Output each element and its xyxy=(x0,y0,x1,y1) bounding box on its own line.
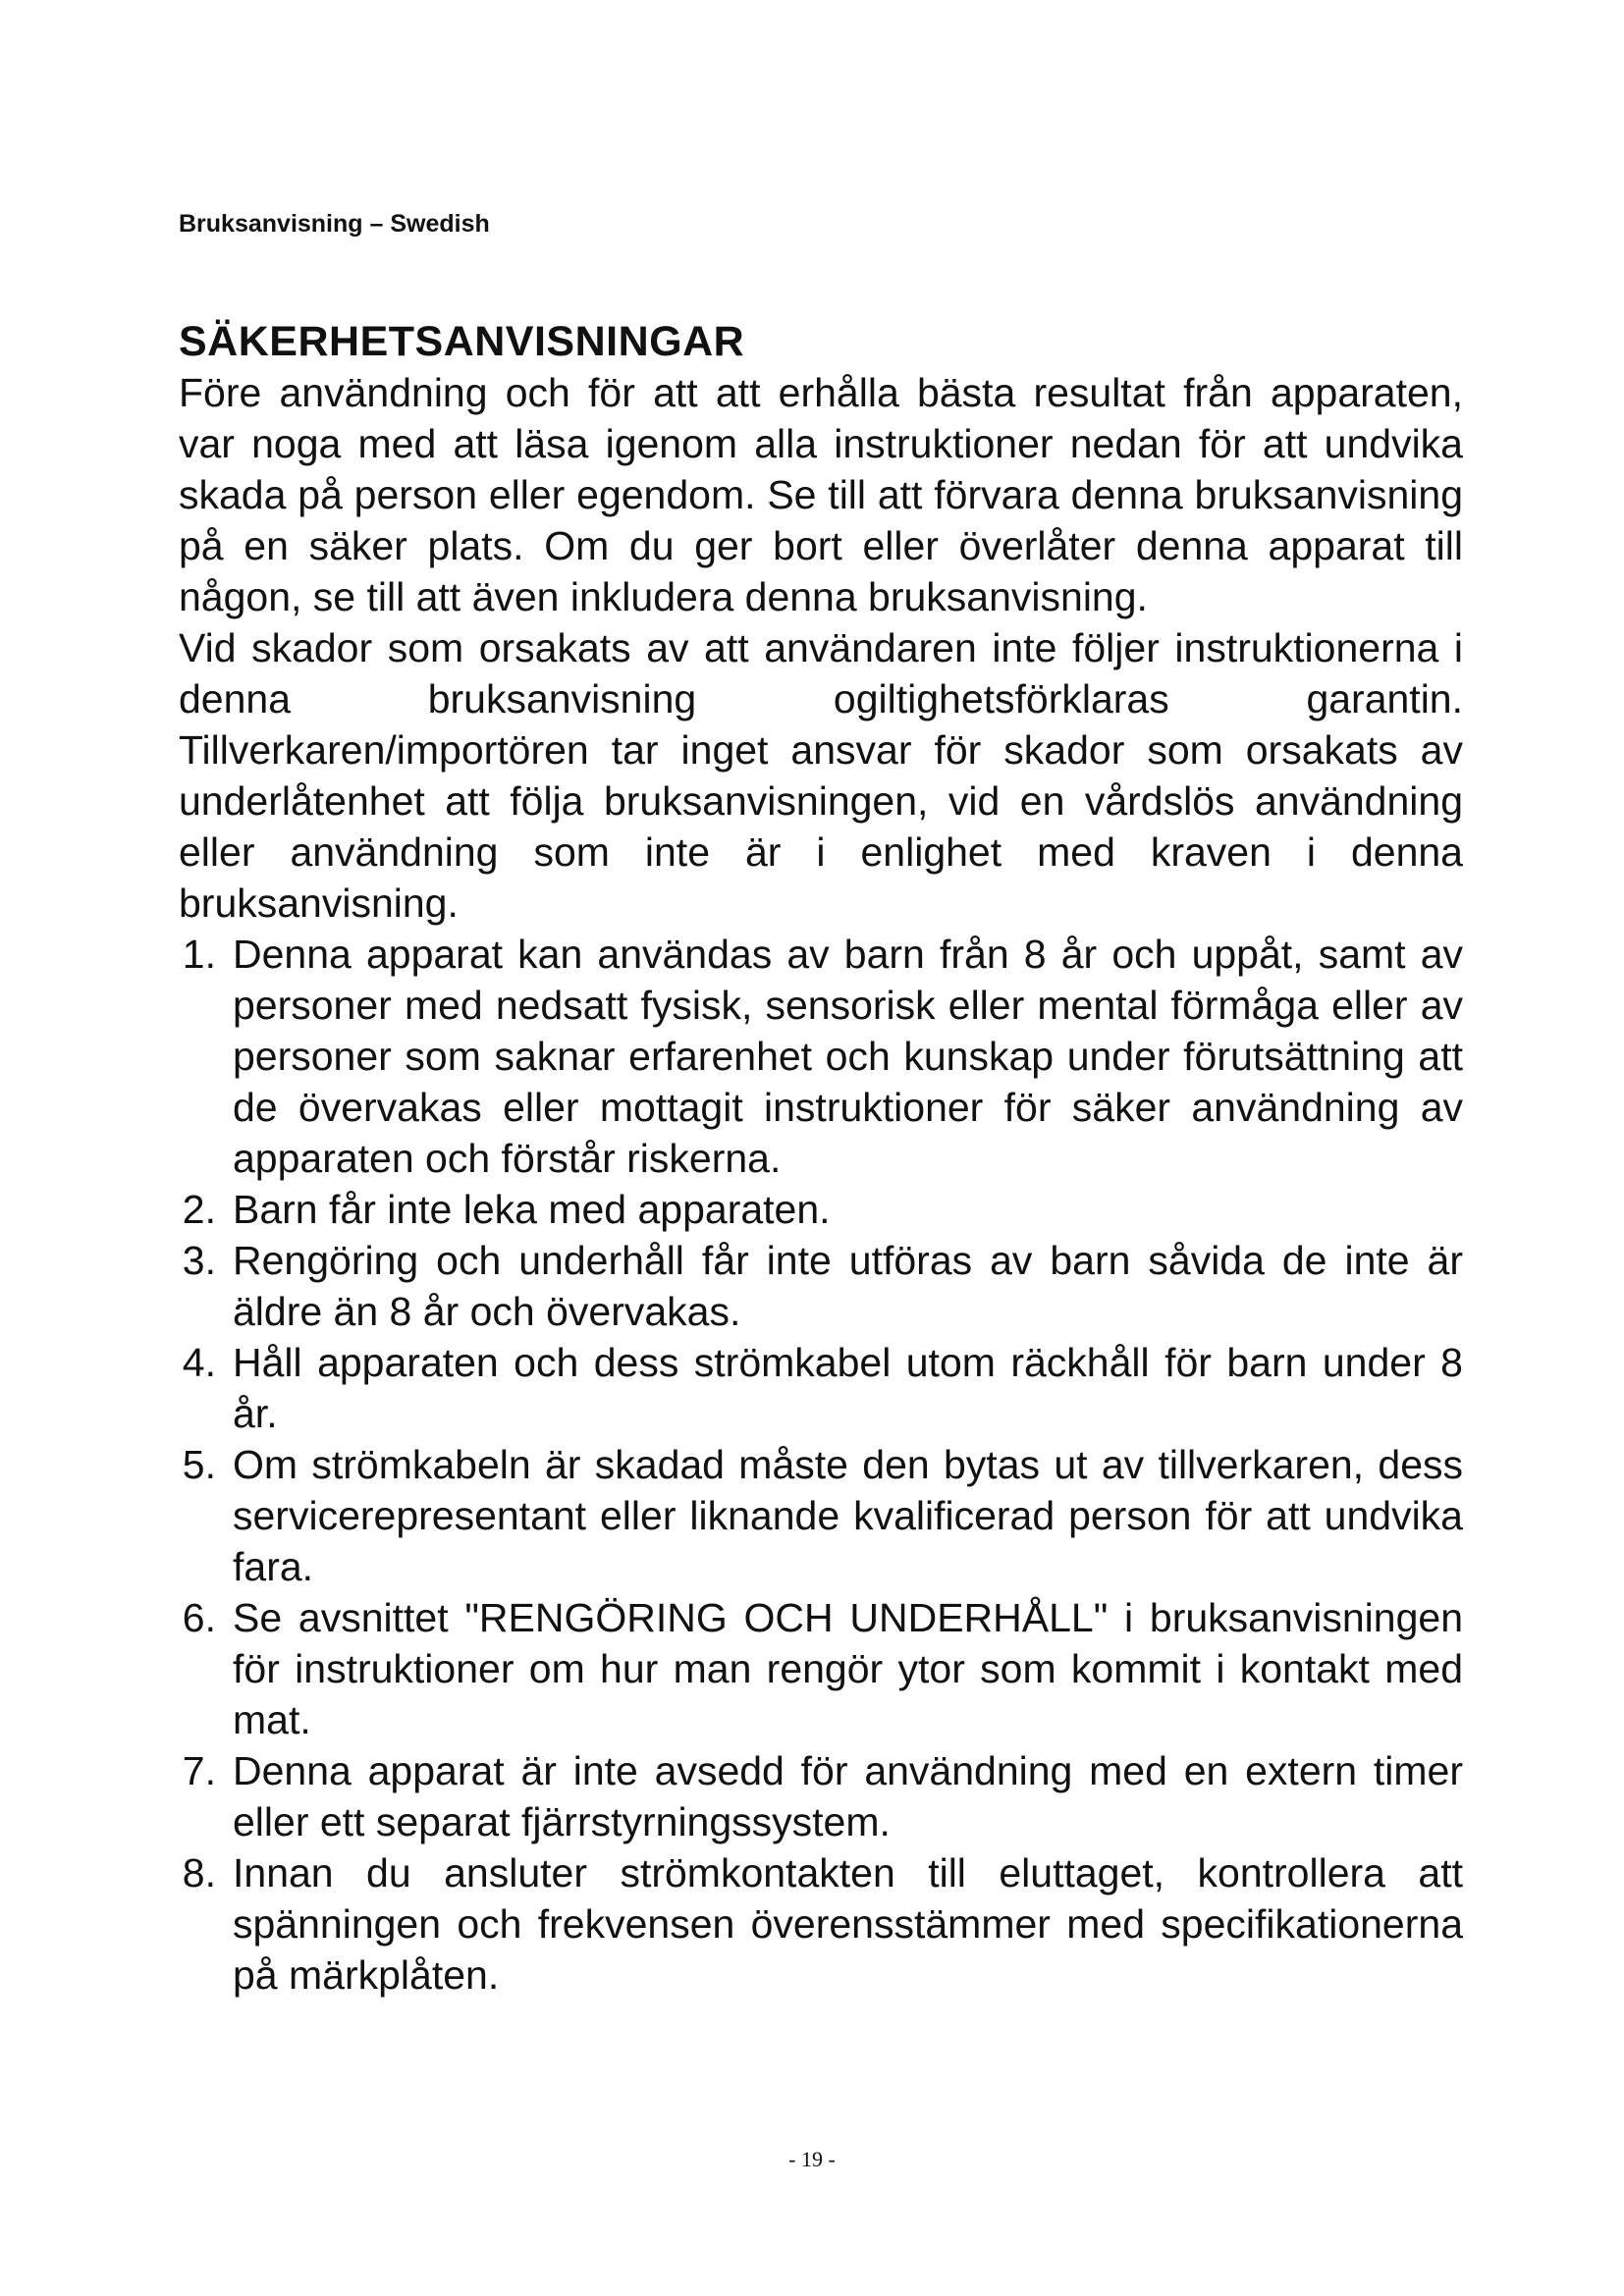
list-item-number: 2. xyxy=(182,1187,216,1232)
list-item-text: Denna apparat kan användas av barn från 8 år och uppåt, samt av personer med nedsatt fysisk, sensorisk eller mental förmåga eller av personer som saknar erfarenhet och kunskap under förutsättning att de övervakas eller mottagit instruktioner för säker användning av apparaten och förstår riskerna. xyxy=(233,932,1463,1181)
list-item-text: Se avsnittet "RENGÖRING OCH UNDERHÅLL" i bruksanvisningen för instruktioner om hur man rengör ytor som kommit i kontakt med mat. xyxy=(233,1595,1463,1742)
list-item xyxy=(179,1235,1463,1337)
list-item-text: Rengöring och underhåll får inte utföras av barn såvida de inte är äldre än 8 år och övervakas. xyxy=(233,1238,1463,1334)
document-header-label: Bruksanvisning – Swedish xyxy=(179,210,490,238)
list-item xyxy=(179,1847,1463,2001)
list-item-text: Barn får inte leka med apparaten. xyxy=(233,1187,831,1232)
list-item-number: 8. xyxy=(182,1850,216,1896)
safety-rules-list xyxy=(179,929,1463,2001)
list-item-number: 4. xyxy=(182,1340,216,1385)
page-number: - 19 - xyxy=(788,2147,836,2171)
list-item xyxy=(179,1184,1463,1235)
section-title: SÄKERHETSANVISNINGAR xyxy=(179,318,745,365)
list-item-text: Denna apparat är inte avsedd för användning med en extern timer eller ett separat fjärrstyrningssystem. xyxy=(233,1748,1463,1844)
list-item-text: Håll apparaten och dess strömkabel utom räckhåll för barn under 8 år. xyxy=(233,1340,1463,1436)
list-item-text: Om strömkabeln är skadad måste den bytas ut av tillverkaren, dess servicerepresentant eller liknande kvalificerad person för att undvika fara. xyxy=(233,1442,1463,1589)
list-item-number: 1. xyxy=(182,932,216,977)
intro-paragraph: Före användning och för att att erhålla bästa resultat från apparaten, var noga med att läsa igenom alla instruktioner nedan för att undvika skada på person eller egendom. Se till att förvara denna bruksanvisning på en säker plats. Om du ger bort eller överlåter denna apparat till någon, se till att även inkludera denna bruksanvisning. xyxy=(179,370,1463,619)
list-item-number: 3. xyxy=(182,1238,216,1283)
list-item-number: 5. xyxy=(182,1442,216,1487)
list-item xyxy=(179,1745,1463,1847)
warranty-paragraph: Vid skador som orsakats av att användaren inte följer instruktionerna i denna bruksanvisning ogiltighetsförklaras garantin. Tillverkaren/importören tar inget ansvar för skador som orsakats av underlåtenhet att följa bruksanvisningen, vid en vårdslös användning eller användning som inte är i enlighet med kraven i denna bruksanvisning. xyxy=(179,625,1463,926)
list-item xyxy=(179,929,1463,1184)
list-item xyxy=(179,1592,1463,1745)
list-item-number: 7. xyxy=(182,1748,216,1793)
list-item xyxy=(179,1337,1463,1439)
safety-section xyxy=(179,316,1463,2001)
list-item xyxy=(179,1439,1463,1592)
list-item-text: Innan du ansluter strömkontakten till eluttaget, kontrollera att spänningen och frekvensen överensstämmer med specifikationerna på märkplåten. xyxy=(233,1850,1463,1998)
list-item-number: 6. xyxy=(182,1595,216,1640)
